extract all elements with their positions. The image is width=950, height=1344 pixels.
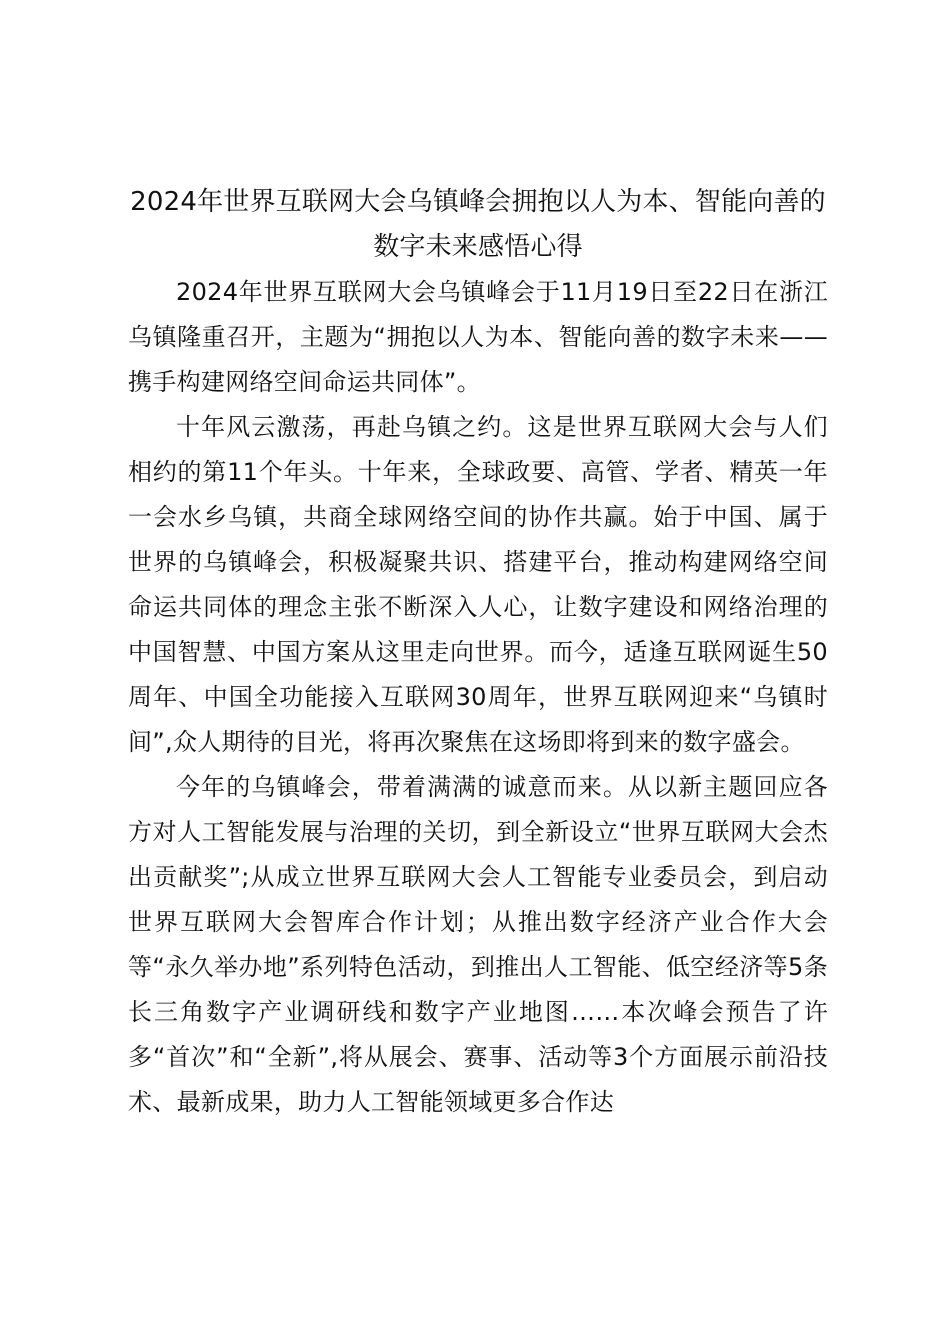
document-page bbox=[128, 180, 828, 1125]
paragraph-3: 今年的乌镇峰会，带着满满的诚意而来。从以新主题回应各方对人工智能发展与治理的关切，到全新设立“世界互联网大会杰出贡献奖”;从成立世界互联网大会人工智能专业委员会，到启动世界互联网大会智库合作计划；从推出数字经济产业合作大会等“永久举办地”系列特色活动，到推出人工智能、低空经济等5条长三角数字产业调研线和数字产业地图……本次峰会预告了许多“首次”和“全新”,将从展会、赛事、活动等3个方面展示前沿技术、最新成果，助力人工智能领域更多合作达 bbox=[128, 773, 828, 1116]
document-title: 2024年世界互联网大会乌镇峰会拥抱以人为本、智能向善的数字未来感悟心得 bbox=[130, 187, 826, 262]
paragraph-2: 十年风云激荡，再赴乌镇之约。这是世界互联网大会与人们相约的第11个年头。十年来，全球政要、高管、学者、精英一年一会水乡乌镇，共商全球网络空间的协作共赢。始于中国、属于世界的乌镇峰会，积极凝聚共识、搭建平台，推动构建网络空间命运共同体的理念主张不断深入人心，让数字建设和网络治理的中国智慧、中国方案从这里走向世界。而今，适逢互联网诞生50周年、中国全功能接入互联网30周年，世界互联网迎来“乌镇时间”,众人期待的目光，将再次聚焦在这场即将到来的数字盛会。 bbox=[128, 413, 828, 756]
paragraph-1: 2024年世界互联网大会乌镇峰会于11月19日至22日在浙江乌镇隆重召开，主题为“拥抱以人为本、智能向善的数字未来——携手构建网络空间命运共同体”。 bbox=[128, 278, 828, 396]
